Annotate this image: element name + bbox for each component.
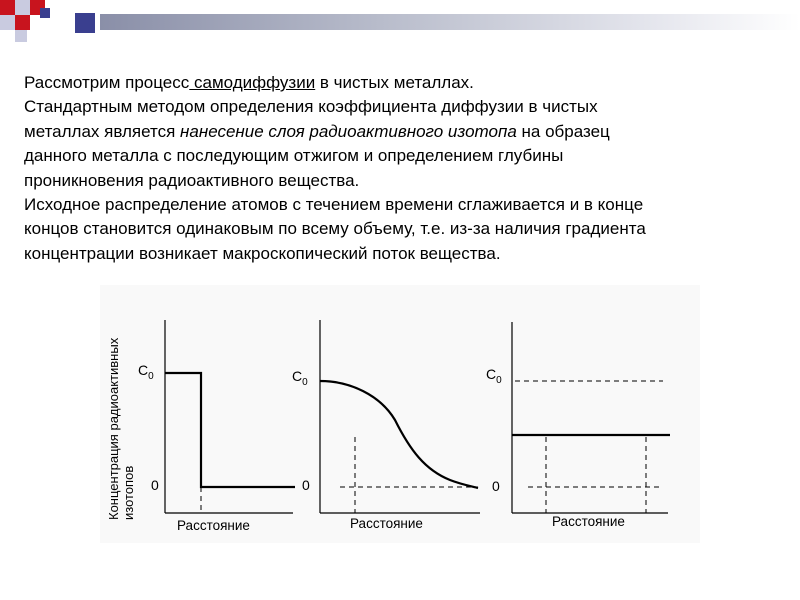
figure-background [100, 285, 700, 543]
text-line: концентрации возникает макроскопический поток вещества. [24, 243, 501, 263]
c0-letter: C [292, 368, 303, 384]
panel2-x-label: Расстояние [350, 516, 423, 531]
text-line: данного металла с последующим отжигом и определением глубины [24, 146, 564, 166]
text-line: Исходное распределение атомов с течением времени сглаживается и в конце [24, 195, 644, 215]
y-axis-label-line2: изотопов [121, 465, 136, 520]
italic-phrase: нанесение слоя радиоактивного изотопа [180, 121, 517, 141]
c0-subscript: 0 [148, 370, 154, 382]
text-line: металлах является [24, 121, 181, 141]
c0-letter: C [138, 362, 149, 378]
text-line: Стандартным методом определения коэффициента диффузии в чистых [24, 97, 598, 117]
text-line: в чистых металлах. [315, 73, 474, 92]
panel1-c0-label [138, 362, 154, 382]
panel3-x-label: Расстояние [552, 514, 625, 529]
c0-subscript: 0 [302, 376, 308, 388]
panel1-x-label: Расстояние [177, 518, 250, 533]
panel1-zero-label: 0 [151, 477, 159, 493]
panel3-c0-label [486, 366, 502, 386]
text-line: концов становится одинаковым по всему объему, т.е. из-за наличия градиента [24, 219, 646, 239]
term-self-diffusion: самодиффузии [189, 73, 316, 92]
panel2-zero-label: 0 [302, 477, 310, 493]
text-line: проникновения радиоактивного вещества. [24, 170, 360, 190]
c0-subscript: 0 [496, 374, 502, 386]
c0-letter: C [486, 366, 497, 382]
y-axis-label [106, 338, 136, 520]
y-axis-label-line1: Концентрация радиоактивных [106, 337, 121, 520]
text-line: на образец [516, 121, 610, 141]
panel2-c0-label [292, 368, 308, 388]
panel3-zero-label: 0 [492, 478, 500, 494]
text-line: Рассмотрим процесс [24, 73, 190, 92]
